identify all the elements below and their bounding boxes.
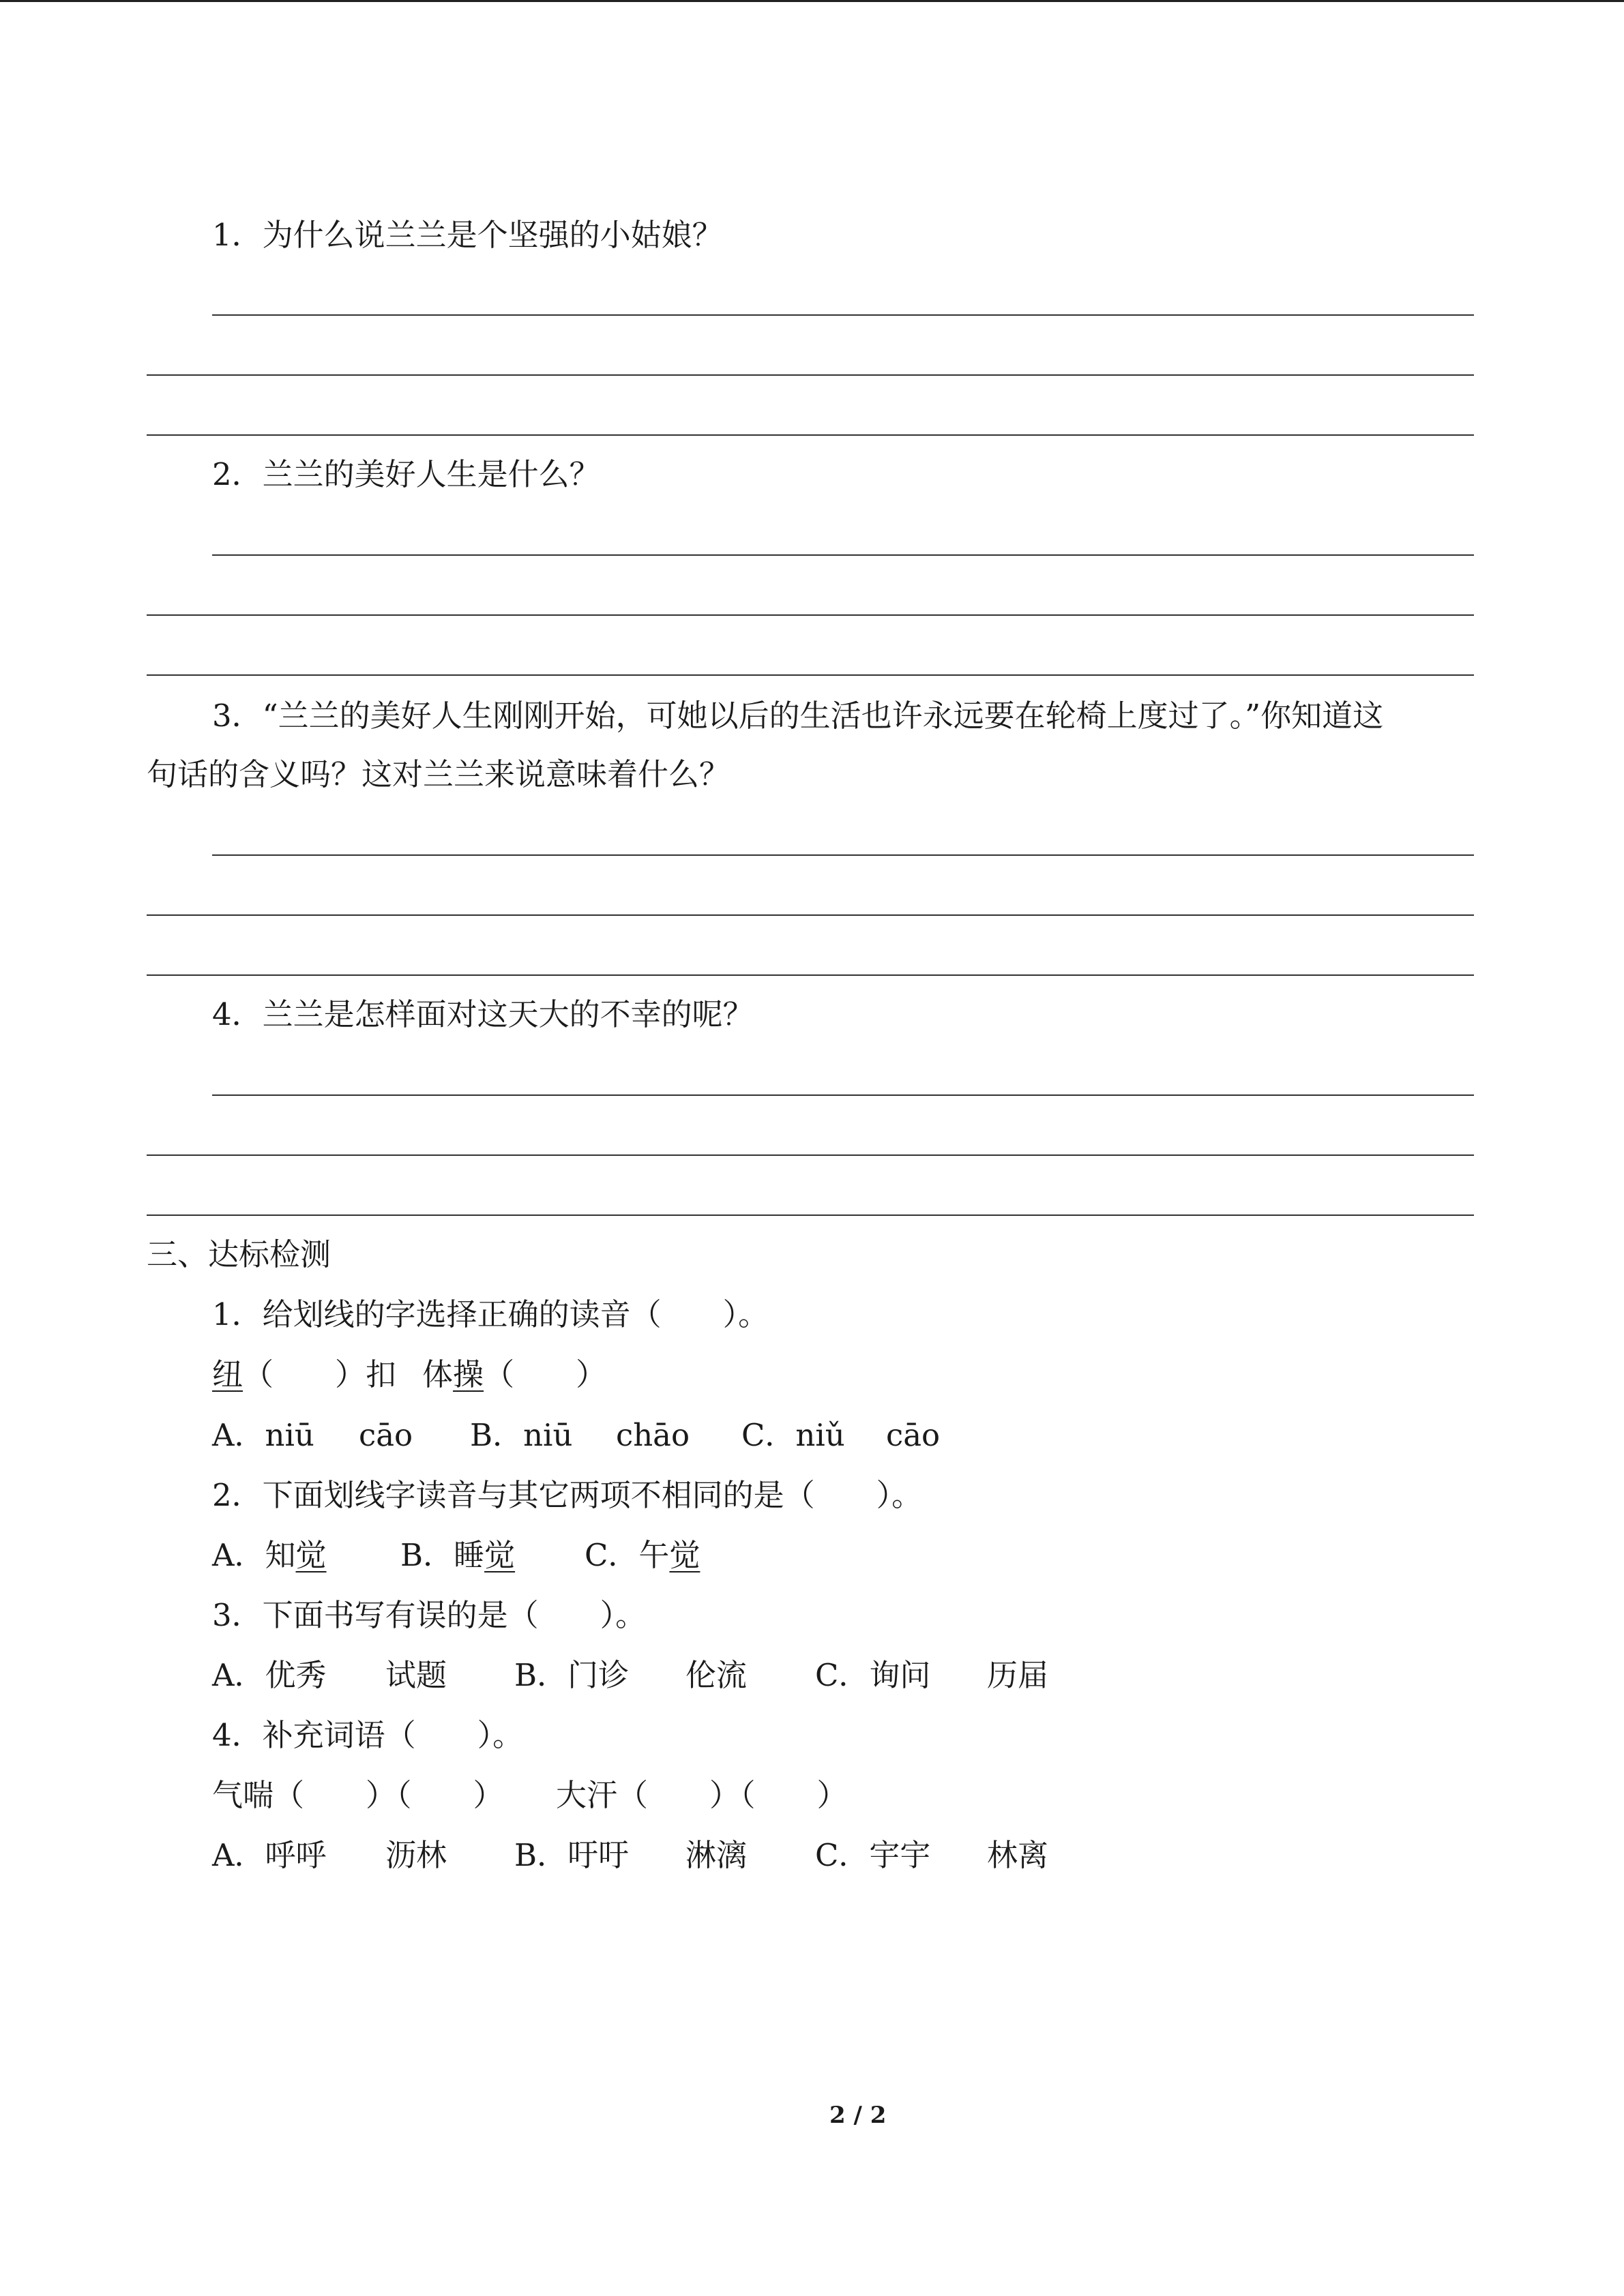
option-a[interactable]: A．优秀: [212, 1657, 327, 1693]
question-4: 4．兰兰是怎样面对这天大的不幸的呢？: [212, 996, 754, 1032]
option-a[interactable]: A．niū: [212, 1417, 314, 1453]
underlined-char: 纽: [212, 1356, 243, 1392]
answer-line[interactable]: [147, 374, 1474, 376]
option-a[interactable]: A．知觉: [212, 1537, 327, 1573]
mc-question-3-options: A．优秀 试题 B．门诊 伦流 C．询问 历届: [212, 1655, 1048, 1696]
mc-question-4-options: A．呼呼 沥林 B．吁吁 淋漓 C．宇宇 林离: [212, 1835, 1048, 1876]
mc-question-1-options: A．niū cāo B．niū chāo C．niǔ cāo: [212, 1415, 940, 1456]
answer-line[interactable]: [147, 1154, 1474, 1156]
option-b[interactable]: B．吁吁: [514, 1837, 630, 1873]
page-number: 2 / 2: [829, 2102, 887, 2129]
mc-question-4-words: 气喘（ ）（ ） 大汗（ ）（ ）: [212, 1777, 848, 1813]
mc-question-1-words: 纽（ ）扣 体操（ ）: [212, 1356, 607, 1392]
question-3-line-1: 3．“兰兰的美好人生刚刚开始，可她以后的生活也许永远要在轮椅上度过了。”你知道这: [212, 698, 1384, 734]
answer-line[interactable]: [147, 1214, 1474, 1216]
answer-line[interactable]: [212, 1094, 1474, 1096]
option-a[interactable]: A．呼呼: [212, 1837, 327, 1873]
answer-line[interactable]: [147, 434, 1474, 436]
answer-line[interactable]: [212, 854, 1474, 856]
option-b[interactable]: B．门诊: [514, 1657, 630, 1693]
answer-line[interactable]: [212, 554, 1474, 556]
question-1: 1．为什么说兰兰是个坚强的小姑娘？: [212, 217, 723, 253]
mc-question-3-stem: 3．下面书写有误的是（ ）。: [212, 1597, 647, 1633]
option-c[interactable]: C．询问: [815, 1657, 931, 1693]
answer-line[interactable]: [147, 914, 1474, 916]
section-heading: 三、达标检测: [147, 1236, 331, 1272]
answer-line[interactable]: [147, 614, 1474, 616]
mc-question-2-options: [212, 1535, 700, 1576]
answer-line[interactable]: [212, 314, 1474, 316]
option-c[interactable]: C．午觉: [585, 1537, 700, 1573]
mc-question-4-stem: 4．补充词语（ ）。: [212, 1717, 524, 1753]
mc-question-2-stem: 2．下面划线字读音与其它两项不相同的是（ ）。: [212, 1477, 923, 1513]
question-3-line-2: 句话的含义吗？这对兰兰来说意味着什么？: [147, 756, 730, 792]
question-2: 2．兰兰的美好人生是什么？: [212, 456, 600, 492]
answer-line[interactable]: [147, 674, 1474, 676]
option-b[interactable]: B．niū: [470, 1417, 573, 1453]
option-c[interactable]: C．niǔ: [741, 1417, 845, 1453]
page-top-border: [0, 0, 1624, 2]
option-c[interactable]: C．宇宇: [815, 1837, 931, 1873]
mc-question-1-stem: 1．给划线的字选择正确的读音（ ）。: [212, 1296, 769, 1332]
option-b[interactable]: B．睡觉: [400, 1537, 516, 1573]
underlined-char: 操: [453, 1356, 484, 1392]
answer-line[interactable]: [147, 974, 1474, 976]
